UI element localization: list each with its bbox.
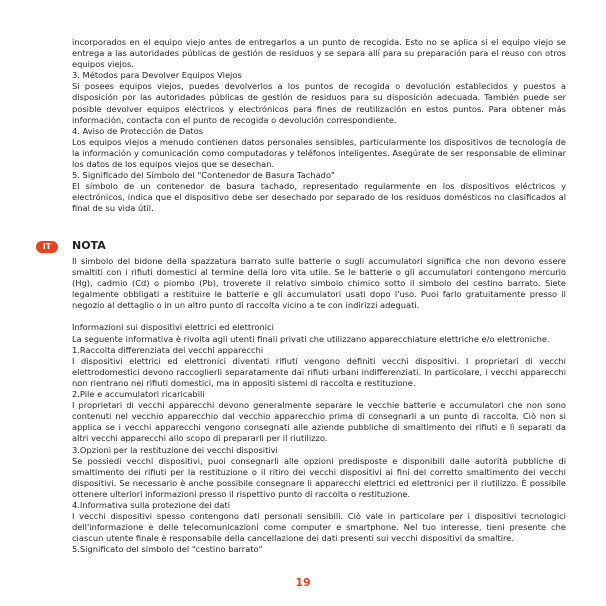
es-paragraph-3: Si posees equipos viejos, puedes devolverlos a los puntos de recogida o devolución establecidos y puestos a disposición por las autoridades públicas de gestión de residuos para su disposición adecuada. También puede ser posible devolver equipos eléctricos y electrónicos para fines de reutilización en estos puntos. Para obtener más información, contacta con el punto de recogida o devolución correspondiente. (72, 81, 566, 125)
it-paragraph-1: I dispositivi elettrici ed elettronici diventati rifiuti vengono definiti vecchi dispositivi. I proprietari di vecchi elettrodomestici devono raccoglierli separatamente dai rifiuti urbani indifferenziati. In particolare, i vecchi apparecchi non rientrano nei rifiuti domestici, ma in appositi sistemi di raccolta e restituzione. (72, 355, 566, 388)
it-heading-5: 5.Significato del simbolo del "cestino barrato" (72, 544, 263, 555)
it-paragraph-intro: La seguente informativa è rivolta agli utenti finali privati che utilizzano apparecchiature elettriche e/o elettroniche. (72, 333, 550, 344)
it-paragraph-3: Se possiedi vecchi dispositivi, puoi consegnarli alle opzioni predisposte e disponibili dalle autorità pubbliche di smaltimento dei rifiuti per la restituzione o il ritiro dei vecchi dispositivi ai fini del corretto smaltimento dei vecchi dispositivi. Se necessario è anche possibile consegnare li apparecchi elettrici ed elettronici per il riutilizzo. È possibile ottenere ulteriori informazioni presso il rispettivo punto di raccolta o restituzione. (72, 455, 566, 499)
it-battery-notice: Il simbolo del bidone della spazzatura barrato sulle batterie o sugli accumulatori significa che non devono essere smaltiti con i rifiuti domestici al termine della loro vita utile. Se le batterie o gli accumulatori contengono mercurio (Hg), cadmio (Cd) o piombo (Pb), troverete il relativo simbolo chimico sotto il simbolo del cestino barrato. Siete legalmente obbligati a restituire le batterie e gli accumulatori usati dopo l'uso. Puoi farlo gratuitamente presso il negozio al dettaglio o in un altro punto di raccolta vicino a te con indirizzi adeguati. (72, 256, 566, 311)
section-title: NOTA (72, 239, 106, 252)
es-paragraph-5: El símbolo de un contenedor de basura tachado, representado regularmente en los dispositivos eléctricos y electrónicos, indica que el dispositivo debe ser desechado por separado de los residuos domésticos no clasificados al final de su vida útil. (72, 181, 566, 214)
language-badge-it: IT (36, 241, 58, 253)
it-heading-2: 2.Pile e accumulatori ricaricabili (72, 389, 205, 400)
page-number: 19 (295, 576, 311, 589)
es-paragraph-1: incorporados en el equipo viejo antes de entregarlos a un punto de recogida. Esto no se aplica si el equipo viejo se entrega a las autoridades públicas de gestión de residuos y se separa allí para su preparación para el reuso con otros equipos viejos. (72, 37, 566, 70)
spanish-section (72, 37, 566, 215)
es-heading-4: 4. Aviso de Protección de Datos (72, 125, 204, 136)
it-heading-1: 1.Raccolta differenziata dei vecchi apparecchi (72, 344, 264, 355)
it-paragraph-2: I proprietari di vecchi apparecchi devono generalmente separare le vecchie batterie e accumulatori che non sono contenuti nel vecchio apparecchio dal vecchio apparecchio prima di consegnarli a un punto di raccolta. Ciò non si applica se i vecchi apparecchi vengono consegnati alle aziende pubbliche di smaltimento dei rifiuti e lì separati da altri vecchi apparecchi allo scopo di prepararli per il riutilizzo. (72, 400, 566, 444)
es-heading-3: 3. Métodos para Devolver Equipos Viejos (72, 70, 242, 81)
italian-section (72, 256, 566, 555)
it-paragraph-4: I vecchi dispositivi spesso contengono dati personali sensibili. Ciò vale in particolare per i dispositivi tecnologici dell'informazione e delle telecomunicazioni come computer e smartphone. Nel tuo interesse, tieni presente che ciascun utente finale è responsabile della cancellazione dei dati presenti sui vecchi dispositivi da smaltire. (72, 511, 566, 544)
it-heading-4: 4.Informativa sulla protezione dei dati (72, 499, 231, 510)
paragraph-spacer (72, 311, 566, 322)
es-paragraph-4: Los equipos viejos a menudo contienen datos personales sensibles, particularmente los dispositivos de tecnología de la información y comunicación como computadoras y teléfonos inteligentes. Asegúrate de ser responsable de eliminar los datos de los equipos viejos que se desechan. (72, 136, 566, 170)
it-heading-3: 3.Opzioni per la restituzione dei vecchi dispositivi (72, 444, 278, 455)
it-heading-info: Informazioni sui dispositivi elettrici ed elettronici (72, 322, 274, 333)
es-heading-5: 5. Significado del Símbolo del "Contenedor de Basura Tachado" (72, 170, 335, 181)
